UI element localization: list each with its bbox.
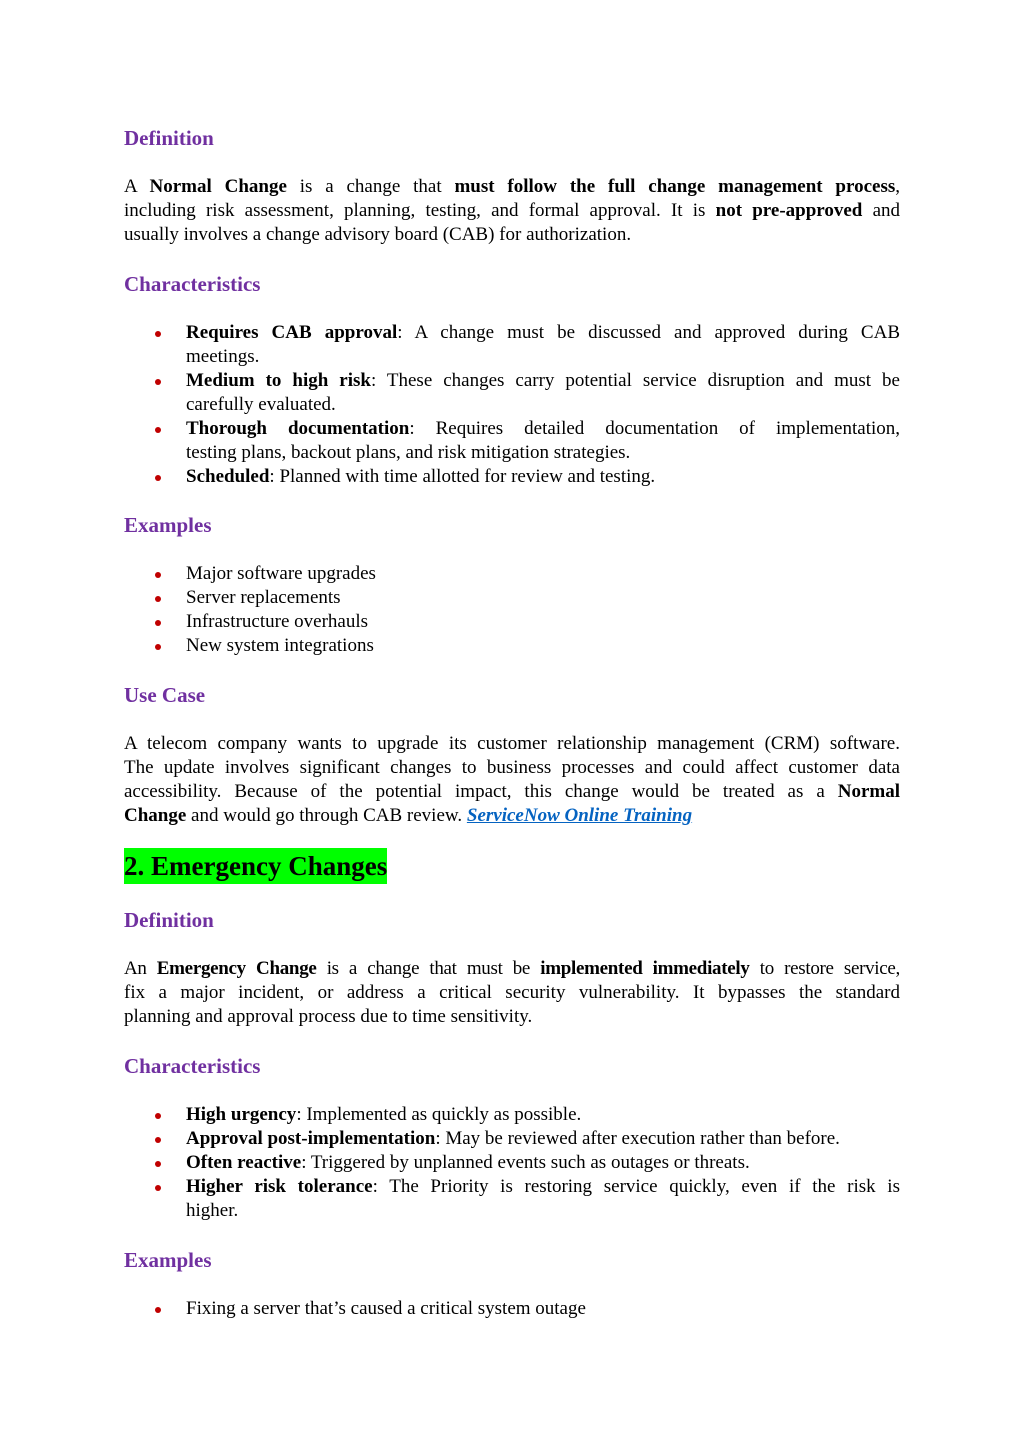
list-item: Higher risk tolerance: The Priority is restoring service quickly, even if the risk is higher. bbox=[124, 1175, 900, 1223]
examples-list bbox=[124, 562, 900, 658]
list-item: Often reactive: Triggered by unplanned events such as outages or threats. bbox=[124, 1151, 900, 1175]
paragraph-line: usually involves a change advisory board (CAB) for authorization. bbox=[124, 224, 632, 245]
characteristics-list bbox=[124, 1103, 900, 1223]
list-item: Requires CAB approval: A change must be discussed and approved during CAB meetings. bbox=[124, 321, 900, 369]
use-case-paragraph bbox=[124, 732, 900, 828]
list-item: Server replacements bbox=[124, 586, 900, 610]
paragraph-line: including risk assessment, planning, testing, and formal approval. It is not pre-approved and bbox=[124, 200, 901, 221]
examples-list bbox=[124, 1297, 900, 1321]
paragraph-line: fix a major incident, or address a critical security vulnerability. It bypasses the standard bbox=[124, 982, 900, 1003]
characteristics-heading: Characteristics bbox=[124, 1054, 261, 1078]
list-item: New system integrations bbox=[124, 634, 900, 658]
paragraph-line: An Emergency Change is a change that must be implemented immediately to restore service, bbox=[124, 958, 900, 979]
list-item: Approval post-implementation: May be reviewed after execution rather than before. bbox=[124, 1127, 900, 1151]
paragraph-line: The update involves significant changes to business processes and could affect customer data bbox=[124, 757, 900, 778]
definition-heading: Definition bbox=[124, 126, 214, 150]
examples-heading: Examples bbox=[124, 1248, 212, 1272]
list-item: Infrastructure overhauls bbox=[124, 610, 900, 634]
examples-heading: Examples bbox=[124, 513, 212, 537]
characteristics-list bbox=[124, 321, 900, 489]
paragraph-line: A Normal Change is a change that must follow the full change management process, bbox=[124, 176, 900, 197]
paragraph-line: A telecom company wants to upgrade its customer relationship management (CRM) software. bbox=[124, 733, 900, 754]
list-item: High urgency: Implemented as quickly as possible. bbox=[124, 1103, 900, 1127]
paragraph-line: planning and approval process due to time sensitivity. bbox=[124, 1006, 533, 1027]
definition-paragraph bbox=[124, 175, 900, 247]
definition-heading: Definition bbox=[124, 908, 214, 932]
paragraph-line: Change and would go through CAB review. ServiceNow Online Training bbox=[124, 805, 693, 826]
list-item: Major software upgrades bbox=[124, 562, 900, 586]
characteristics-heading: Characteristics bbox=[124, 272, 261, 296]
list-item: Medium to high risk: These changes carry potential service disruption and must be carefully evaluated. bbox=[124, 369, 900, 417]
section-title-emergency-changes: 2. Emergency Changes bbox=[124, 848, 387, 884]
definition-paragraph bbox=[124, 957, 900, 1029]
list-item: Fixing a server that’s caused a critical system outage bbox=[124, 1297, 900, 1321]
paragraph-line: accessibility. Because of the potential impact, this change would be treated as a Normal bbox=[124, 781, 900, 802]
list-item: Scheduled: Planned with time allotted for review and testing. bbox=[124, 465, 900, 489]
list-item: Thorough documentation: Requires detailed documentation of implementation, testing plans, backout plans, and risk mitigation strategies. bbox=[124, 417, 900, 465]
use-case-heading: Use Case bbox=[124, 683, 206, 707]
servicenow-training-link[interactable]: ServiceNow Online Training bbox=[466, 805, 693, 826]
